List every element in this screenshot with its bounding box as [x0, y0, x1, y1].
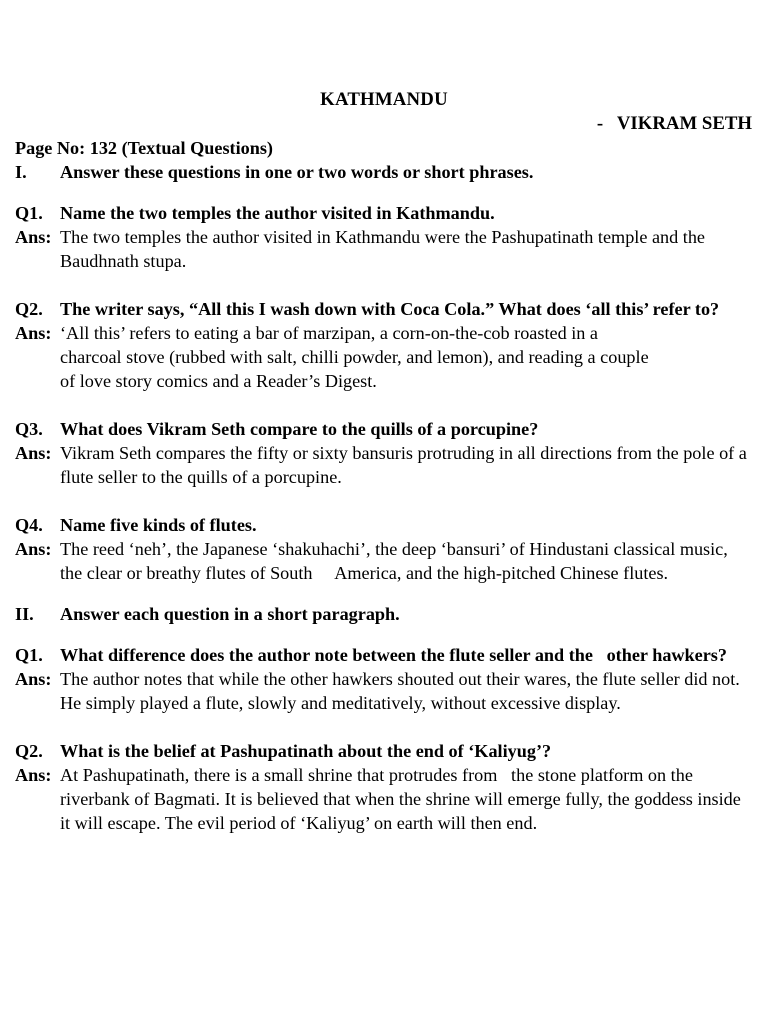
answer-text: The author notes that while the other hawkers shouted out their wares, the flute seller did not. He simply played a flute, slowly and meditatively, without excessive display. — [60, 669, 740, 713]
question-text: What difference does the author note between the flute seller and the other hawkers? — [60, 645, 727, 665]
answer-block — [15, 763, 753, 835]
answer-label: Ans: — [15, 323, 52, 343]
answer-label: Ans: — [15, 765, 52, 785]
answer-block — [15, 537, 753, 585]
question-label: Q3. — [15, 419, 43, 439]
section-heading — [15, 160, 753, 184]
answer-line: charcoal stove (rubbed with salt, chilli powder, and lemon), and reading a couple — [60, 347, 649, 367]
question-block — [15, 417, 753, 441]
answer-line: of love story comics and a Reader’s Digest. — [60, 371, 377, 391]
answer-block — [15, 441, 753, 489]
answer-text — [60, 321, 753, 393]
answer-label: Ans: — [15, 669, 52, 689]
question-text: What does Vikram Seth compare to the quills of a porcupine? — [60, 419, 539, 439]
document-title: KATHMANDU — [320, 89, 448, 110]
question-block — [15, 201, 753, 225]
question-block — [15, 513, 753, 537]
question-text: Name five kinds of flutes. — [60, 515, 257, 535]
question-label: Q1. — [15, 645, 43, 665]
answer-text: The two temples the author visited in Kathmandu were the Pashupatinath temple and the Baudhnath stupa. — [60, 227, 705, 271]
question-text: The writer says, “All this I wash down with Coca Cola.” What does ‘all this’ refer to? — [60, 299, 720, 319]
question-label: Q2. — [15, 299, 43, 319]
answer-text: At Pashupatinath, there is a small shrine that protrudes from the stone platform on the riverbank of Bagmati. It is believed that when the shrine will emerge fully, the goddess inside it will escape. The evil period of ‘Kaliyug’ on earth will then end. — [60, 765, 746, 833]
section-instruction: Answer these questions in one or two words or short phrases. — [60, 162, 534, 182]
answer-label: Ans: — [15, 227, 52, 247]
section-instruction: Answer each question in a short paragraph. — [60, 604, 400, 624]
question-block — [15, 643, 753, 667]
question-text: What is the belief at Pashupatinath about the end of ‘Kaliyug’? — [60, 741, 552, 761]
question-label: Q2. — [15, 741, 43, 761]
question-block — [15, 739, 753, 763]
document-body — [15, 136, 753, 835]
question-block — [15, 297, 753, 321]
question-label: Q1. — [15, 203, 43, 223]
answer-text: Vikram Seth compares the fifty or sixty bansuris protruding in all directions from the pole of a flute seller to the quills of a porcupine. — [60, 443, 747, 487]
section-number: I. — [15, 162, 27, 182]
author-name: - VIKRAM SETH — [596, 113, 752, 134]
section-number: II. — [15, 604, 34, 624]
answer-text: The reed ‘neh’, the Japanese ‘shakuhachi’, the deep ‘bansuri’ of Hindustani classical music, the clear or breathy flutes of South America, and the high-pitched Chinese flutes. — [60, 539, 733, 583]
answer-block — [15, 225, 753, 273]
question-label: Q4. — [15, 515, 43, 535]
page-reference: Page No: 132 (Textual Questions) — [15, 138, 273, 158]
question-text: Name the two temples the author visited in Kathmandu. — [60, 203, 495, 223]
answer-label: Ans: — [15, 539, 52, 559]
section-heading — [15, 602, 753, 626]
answer-block — [15, 667, 753, 715]
answer-line: ‘All this’ refers to eating a bar of marzipan, a corn-on-the-cob roasted in a — [60, 323, 598, 343]
answer-label: Ans: — [15, 443, 52, 463]
answer-block — [15, 321, 753, 393]
